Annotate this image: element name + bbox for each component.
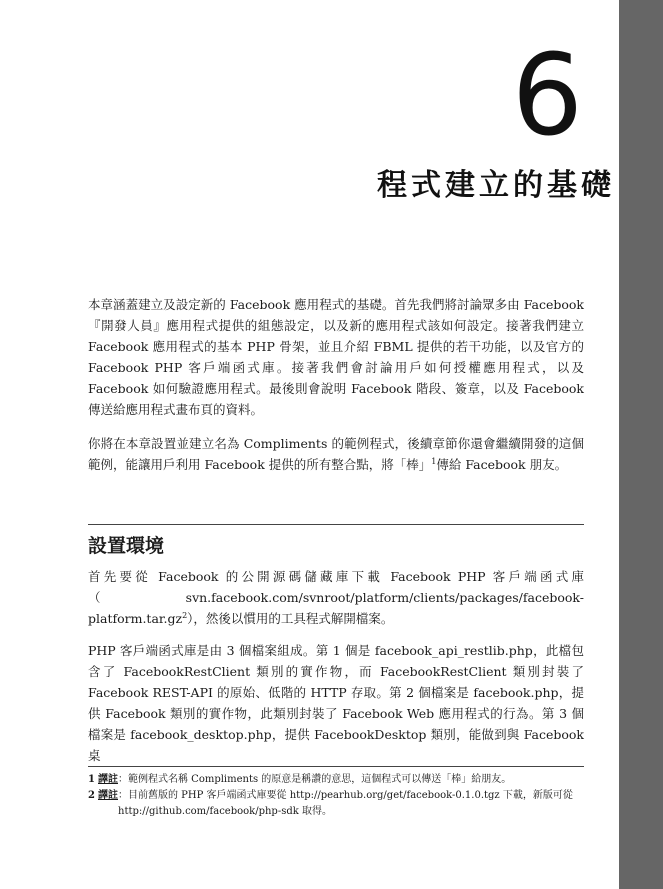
chapter-number: 6 bbox=[511, 31, 583, 161]
footnote-1 bbox=[88, 772, 584, 788]
footnote-number: 1 bbox=[88, 774, 95, 785]
footnote-text: ：目前舊版的 PHP 客戶端函式庫要從 http://pearhub.org/get/facebook-0.1.0.tgz 下載，新版可從 http://github.com/facebook/php-sdk 取得。 bbox=[118, 790, 573, 817]
section-divider bbox=[88, 524, 584, 525]
footnote-label: 譯註 bbox=[98, 774, 118, 785]
chapter-title: 程式建立的基礎 bbox=[377, 168, 615, 203]
setup-paragraph-1-text-a: 首先要從 Facebook 的公開源碼儲藏庫下載 Facebook PHP 客戶端函式庫（svn.facebook.com/svnroot/platform/clients/packages/facebook-platform.tar.gz bbox=[88, 569, 584, 626]
intro-paragraph-1: 本章涵蓋建立及設定新的 Facebook 應用程式的基礎。首先我們將討論眾多由 Facebook『開發人員』應用程式提供的組態設定，以及新的應用程式該如何設定。接著我們建立 Facebook 應用程式的基本 PHP 骨架，並且介紹 FBML 提供的若干功能，以及官方的 Facebook PHP 客戶端函式庫。接著我們會討論用戶如何授權應用程式，以及 Facebook 如何驗證應用程式。最後則會說明 Facebook 階段、簽章，以及 Facebook 傳送給應用程式畫布頁的資料。 bbox=[88, 297, 584, 417]
chapter-side-tab bbox=[619, 0, 663, 889]
intro-paragraph-2-text-b: 傳給 Facebook 朋友。 bbox=[436, 457, 568, 472]
footnote-divider bbox=[88, 766, 584, 767]
footnote-label: 譯註 bbox=[98, 790, 118, 801]
footnote-2 bbox=[88, 788, 584, 820]
section-heading: 設置環境 bbox=[88, 535, 165, 557]
setup-paragraph-2: PHP 客戶端函式庫是由 3 個檔案組成。第 1 個是 facebook_api_restlib.php，此檔包含了 FacebookRestClient 類別的實作物，而 FacebookRestClient 類別封裝了 Facebook REST-API 的原始、低階的 HTTP 存取。第 2 個檔案是 facebook.php，提供 Facebook 類別的實作物，此類別封裝了 Facebook Web 應用程式的行為。第 3 個檔案是 facebook_desktop.php，提供 FacebookDesktop 類別，能做到與 Facebook 桌 bbox=[88, 643, 584, 763]
footnotes bbox=[88, 772, 584, 820]
footnote-ref-1[interactable]: 1 bbox=[431, 456, 437, 466]
footnote-number: 2 bbox=[88, 790, 95, 801]
intro-paragraph-2 bbox=[88, 433, 584, 475]
footnote-text: ：範例程式名稱 Compliments 的原意是稱讚的意思，這個程式可以傳送「棒」給朋友。 bbox=[118, 774, 512, 785]
setup-paragraph-1 bbox=[88, 566, 584, 629]
setup-paragraph-1-text-b: ），然後以慣用的工具程式解開檔案。 bbox=[187, 611, 394, 626]
intro-paragraph-2-text-a: 你將在本章設置並建立名為 Compliments 的範例程式，後續章節你還會繼續開發的這個範例，能讓用戶利用 Facebook 提供的所有整合點，將「棒」 bbox=[88, 436, 584, 472]
footnote-ref-2[interactable]: 2 bbox=[182, 610, 188, 620]
